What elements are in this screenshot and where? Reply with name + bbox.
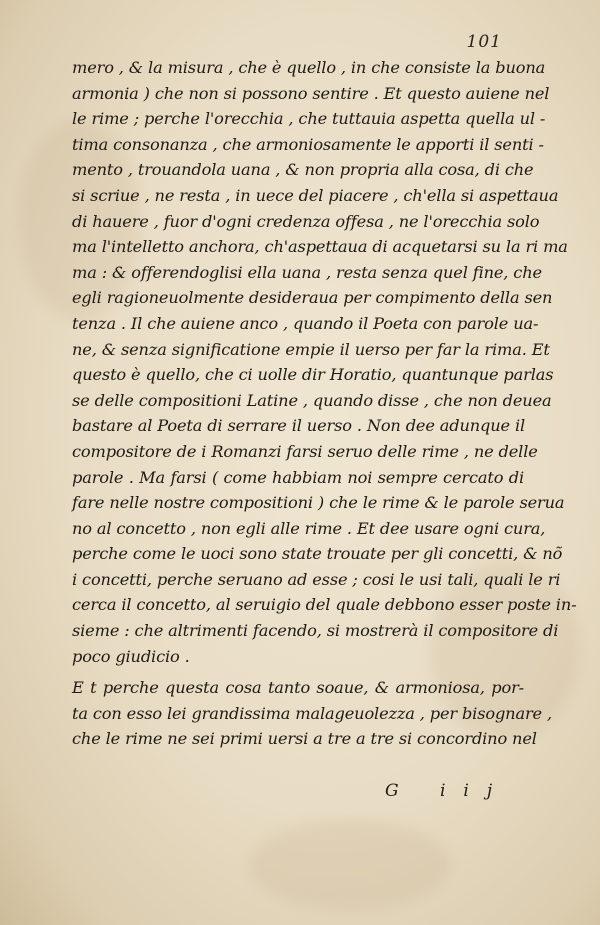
text-line: le rime ; perche l'orecchia , che tuttauia aspetta quella ul - xyxy=(72,109,546,129)
text-line: ma : & offerendoglisi ella uana , resta senza quel fine, che xyxy=(72,262,542,282)
text-line: che le rime ne sei primi uersi a tre a tre si concordino nel xyxy=(72,729,537,749)
page-number: 101 xyxy=(466,32,502,52)
text-line: armonia ) che non si possono sentire . Et questo auiene nel xyxy=(72,83,550,103)
text-line: mero , & la misura , che è quello , in che consiste la buona xyxy=(72,58,546,77)
paper-stain xyxy=(250,820,450,910)
text-line: egli ragioneuolmente desideraua per compimento della sen xyxy=(72,288,553,308)
text-line: parole . Ma farsi ( come habbiam noi sempre cercato di xyxy=(72,467,524,487)
text-line: di hauere , fuor d'ogni credenza offesa , ne l'orecchia solo xyxy=(72,211,540,231)
text-line: cerca il concetto, al seruigio del quale debbono esser poste in- xyxy=(72,595,577,615)
text-line: tenza . Il che auiene anco , quando il Poeta con parole ua- xyxy=(72,313,539,333)
text-line: E t perche questa cosa tanto soaue, & armoniosa, por- xyxy=(72,678,524,698)
text-line: ne, & senza significatione empie il uerso per far la rima. Et xyxy=(72,339,550,359)
text-line: si scriue , ne resta , in uece del piacere , ch'ella si aspettaua xyxy=(72,185,559,205)
text-line: questo è quello, che ci uolle dir Horatio, quantunque parlas xyxy=(72,365,554,385)
text-line: se delle compositioni Latine , quando disse , che non deuea xyxy=(72,390,552,410)
text-line: ma l'intelletto anchora, ch'aspettaua di acquetarsi su la ri ma xyxy=(72,237,568,257)
text-line: bastare al Poeta di serrare il uerso . Non dee adunque il xyxy=(72,416,525,436)
text-line: poco giudicio . xyxy=(72,646,190,666)
text-line: compositore de i Romanzi farsi seruo delle rime , ne delle xyxy=(72,441,538,461)
text-line: sieme : che altrimenti facendo, si mostrerà il compositore di xyxy=(72,621,559,641)
text-line: tima consonanza , che armoniosamente le apporti il senti - xyxy=(72,134,544,154)
text-line: ta con esso lei grandissima malageuolezza , per bisognare , xyxy=(72,703,552,723)
text-line: i concetti, perche seruano ad esse ; cosi le usi tali, quali le ri xyxy=(72,569,561,589)
signature-mark: G iij xyxy=(385,781,511,801)
text-line: fare nelle nostre compositioni ) che le rime & le parole serua xyxy=(72,493,565,513)
text-line: perche come le uoci sono state trouate per gli concetti, & nõ xyxy=(72,544,563,564)
text-line: no al concetto , non egli alle rime . Et dee usare ogni cura, xyxy=(72,518,546,538)
text-block xyxy=(72,55,577,752)
text-line: mento , trouandola uana , & non propria alla cosa, di che xyxy=(72,160,534,180)
